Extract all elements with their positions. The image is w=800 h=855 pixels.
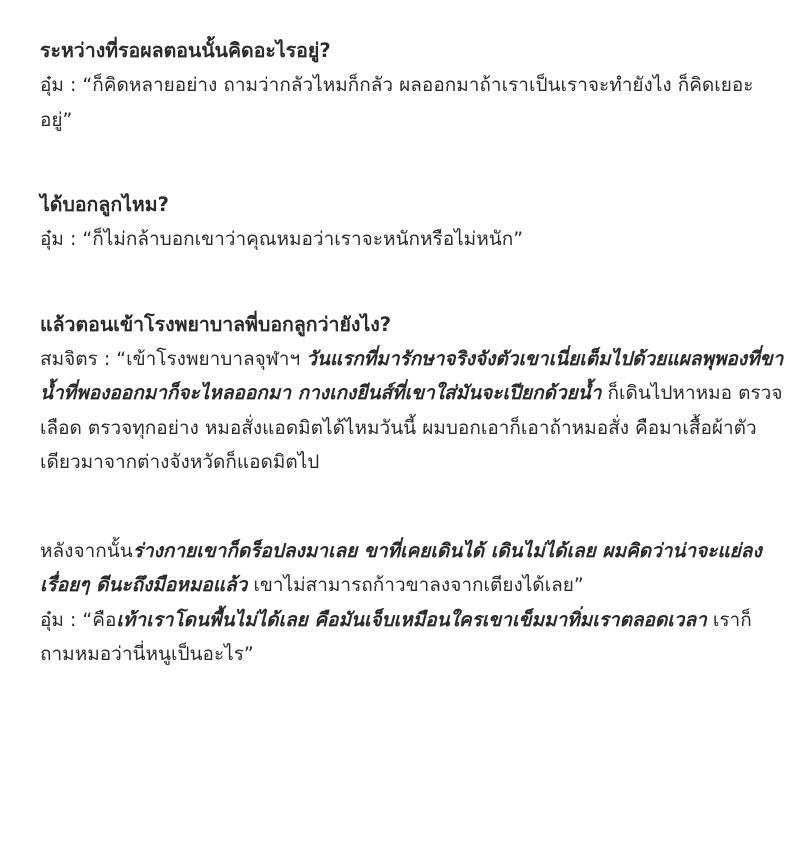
answer-paragraph [40,342,785,480]
answer-paragraph [40,222,785,257]
answer-text: เขาไม่สามารถก้าวขาลงจากเตียงได้เลย” [247,574,584,596]
speaker-label: อุ๋ม : [40,74,83,96]
answer-text: “ก็ไม่กล้าบอกเขาว่าคุณหมอว่าเราจะหนักหรือไม่หนัก” [82,228,524,250]
interview-article [40,34,785,672]
answer-text: “คือ [82,608,117,631]
emphasis-text: วันแรกที่มารักษาจริงจังตัวเขาเนี่ยเต็มไปด้วยแผลพุพองที่ขา น้ำที่พองออกมาก็จะไหลออกมา กางเกงยีนส์ที่เขาใส่มันจะเปียกด้วยน้ำ [40,347,784,404]
answer-text: หลังจากนั้น [40,539,133,562]
qa-block-3 [40,308,785,480]
emphasis-text: ร่างกายเขาก็ดร็อปลงมาเลย ขาที่เคยเดินได้ เดินไม่ได้เลย ผมคิดว่าน่าจะแย่ลงเรื่อยๆ ดีนะถึงมือหมอแล้ว [40,539,762,596]
continued-paragraph [40,534,785,603]
speaker-label: อุ๋ม : [40,608,83,631]
answer-text: ก็เดินไปหาหมอ ตรวจเลือด ตรวจทุกอย่าง หมอสั่งแอดมิตได้ไหมวันนี้ ผมบอกเอาก็เอาถ้าหมอสั่ง คือมาเสื้อผ้าตัวเดียวมาจากต่างจังหวัดก็แอดมิตไป [40,382,783,473]
question-heading: ระหว่างที่รอผลตอนนั้นคิดอะไรอยู่? [40,39,331,62]
question-heading: ได้บอกลูกไหม? [40,193,169,216]
question-heading: แล้วตอนเข้าโรงพยาบาลพี่บอกลูกว่ายังไง? [40,312,392,336]
answer-text: เราก็ถามหมอว่านี่หนูเป็นอะไร” [40,608,752,665]
answer-paragraph [40,68,785,137]
emphasis-text: เท้าเราโดนพื้นไม่ได้เลย คือมันเจ็บเหมือนใครเขาเข็มมาทิ่มเราตลอดเวลา [116,608,707,631]
qa-block-4 [40,534,785,672]
speaker-label: อุ๋ม : [40,228,83,250]
answer-text: “เข้าโรงพยาบาลจุฬาฯ [116,347,307,370]
qa-block-2 [40,188,785,257]
qa-block-1 [40,34,785,137]
answer-paragraph [40,603,785,672]
speaker-label: สมจิตร : [40,347,117,370]
answer-text: “ก็คิดหลายอย่าง ถามว่ากลัวไหมก็กลัว ผลออกมาถ้าเราเป็นเราจะทำยังไง ก็คิดเยอะอยู่” [40,74,754,131]
